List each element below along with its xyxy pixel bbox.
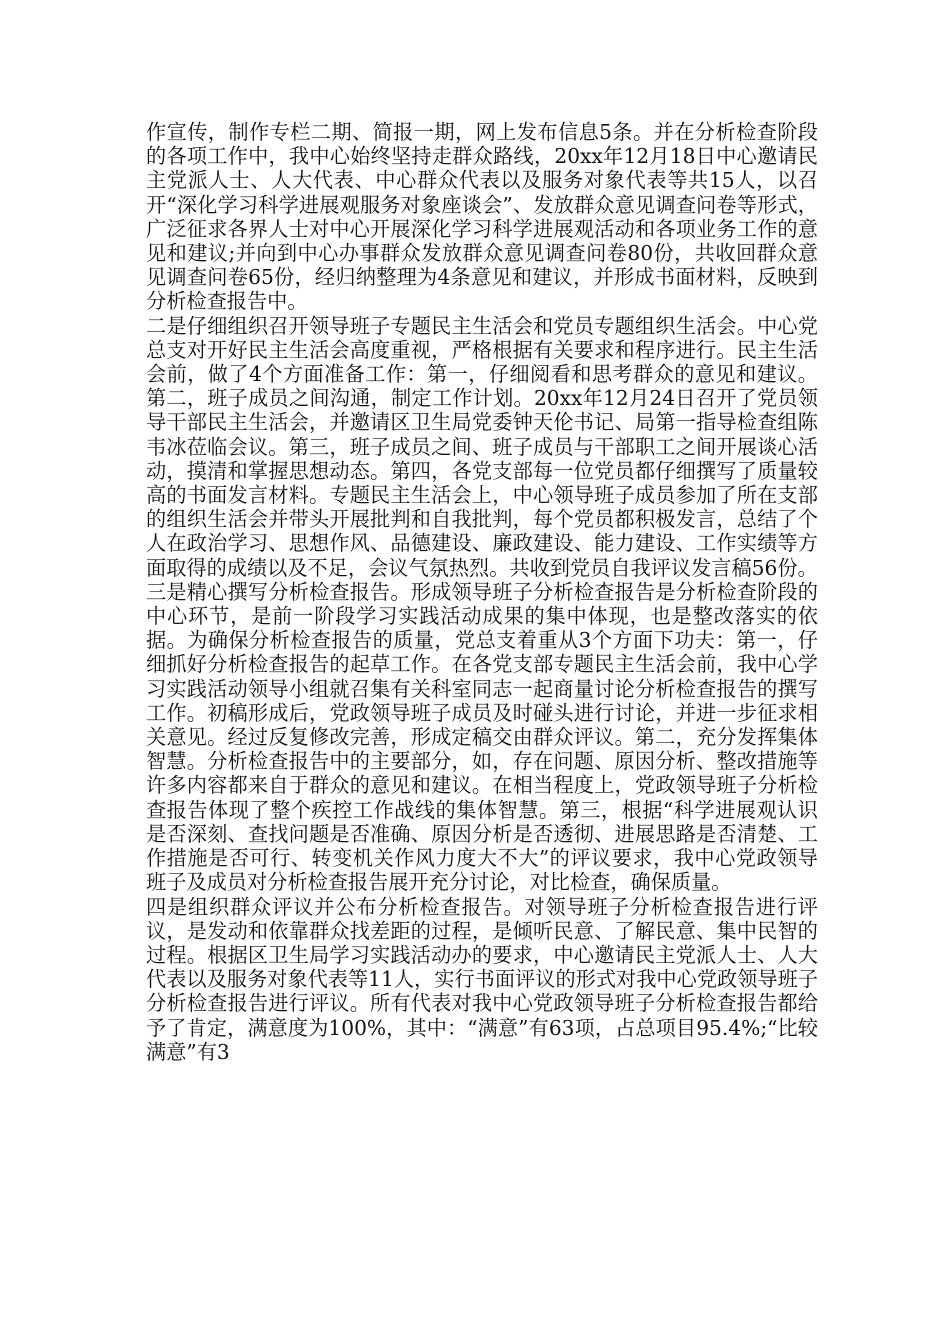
paragraph-1: 作宣传，制作专栏二期、简报一期，网上发布信息5条。并在分析检查阶段的各项工作中，我中心始终坚持走群众路线，20xx年12月18日中心邀请民主党派人士、人大代表、中心群众代表以及服务对象代表等共15人，以召开“深化学习科学进展观服务对象座谈会”、发放群众意见调查问卷等形式，广泛征求各界人士对中心开展深化学习科学进展观活动和各项业务工作的意见和建议;并向到中心办事群众发放群众意见调查问卷80份，共收回群众意见调查问卷65份，经归纳整理为4条意见和建议，并形成书面材料，反映到分析检查报告中。 — [146, 120, 818, 314]
paragraph-3: 三是精心撰写分析检查报告。形成领导班子分析检查报告是分析检查阶段的中心环节，是前一阶段学习实践活动成果的集中体现，也是整改落实的依据。为确保分析检查报告的质量，党总支着重从3个方面下功夫：第一，仔细抓好分析检查报告的起草工作。在各党支部专题民主生活会前，我中心学习实践活动领导小组就召集有关科室同志一起商量讨论分析检查报告的撰写工作。初稿形成后，党政领导班子成员及时碰头进行讨论，并进一步征求相关意见。经过反复修改完善，形成定稿交由群众评议。第二，充分发挥集体智慧。分析检查报告中的主要部分，如，存在问题、原因分析、整改措施等许多内容都来自于群众的意见和建议。在相当程度上，党政领导班子分析检查报告体现了整个疾控工作战线的集体智慧。第三，根据“科学进展观认识是否深刻、查找问题是否准确、原因分析是否透彻、进展思路是否清楚、工作措施是否可行、转变机关作风力度大不大”的评议要求，我中心党政领导班子及成员对分析检查报告展开充分讨论，对比检查，确保质量。 — [146, 579, 818, 895]
paragraph-2: 二是仔细组织召开领导班子专题民主生活会和党员专题组织生活会。中心党总支对开好民主生活会高度重视，严格根据有关要求和程序进行。民主生活会前，做了4个方面准备工作：第一，仔细阅看和思考群众的意见和建议。第二，班子成员之间沟通，制定工作计划。20xx年12月24日召开了党员领导干部民主生活会，并邀请区卫生局党委钟天伦书记、局第一指导检查组陈韦冰莅临会议。第三，班子成员之间、班子成员与干部职工之间开展谈心活动，摸清和掌握思想动态。第四，各党支部每一位党员都仔细撰写了质量较高的书面发言材料。专题民主生活会上，中心领导班子成员参加了所在支部的组织生活会并带头开展批判和自我批判，每个党员都积极发言，总结了个人在政治学习、思想作风、品德建设、廉政建设、能力建设、工作实绩等方面取得的成绩以及不足，会议气氛热烈。共收到党员自我评议发言稿56份。 — [146, 313, 818, 580]
document-body — [146, 120, 818, 1064]
paragraph-4: 四是组织群众评议并公布分析检查报告。对领导班子分析检查报告进行评议，是发动和依靠群众找差距的过程，是倾听民意、了解民意、集中民智的过程。根据区卫生局学习实践活动办的要求，中心邀请民主党派人士、人大代表以及服务对象代表等11人，实行书面评议的形式对我中心党政领导班子分析检查报告进行评议。所有代表对我中心党政领导班子分析检查报告都给予了肯定，满意度为100%，其中：“满意”有63项，占总项目95.4%;“比较满意”有3 — [146, 894, 818, 1064]
